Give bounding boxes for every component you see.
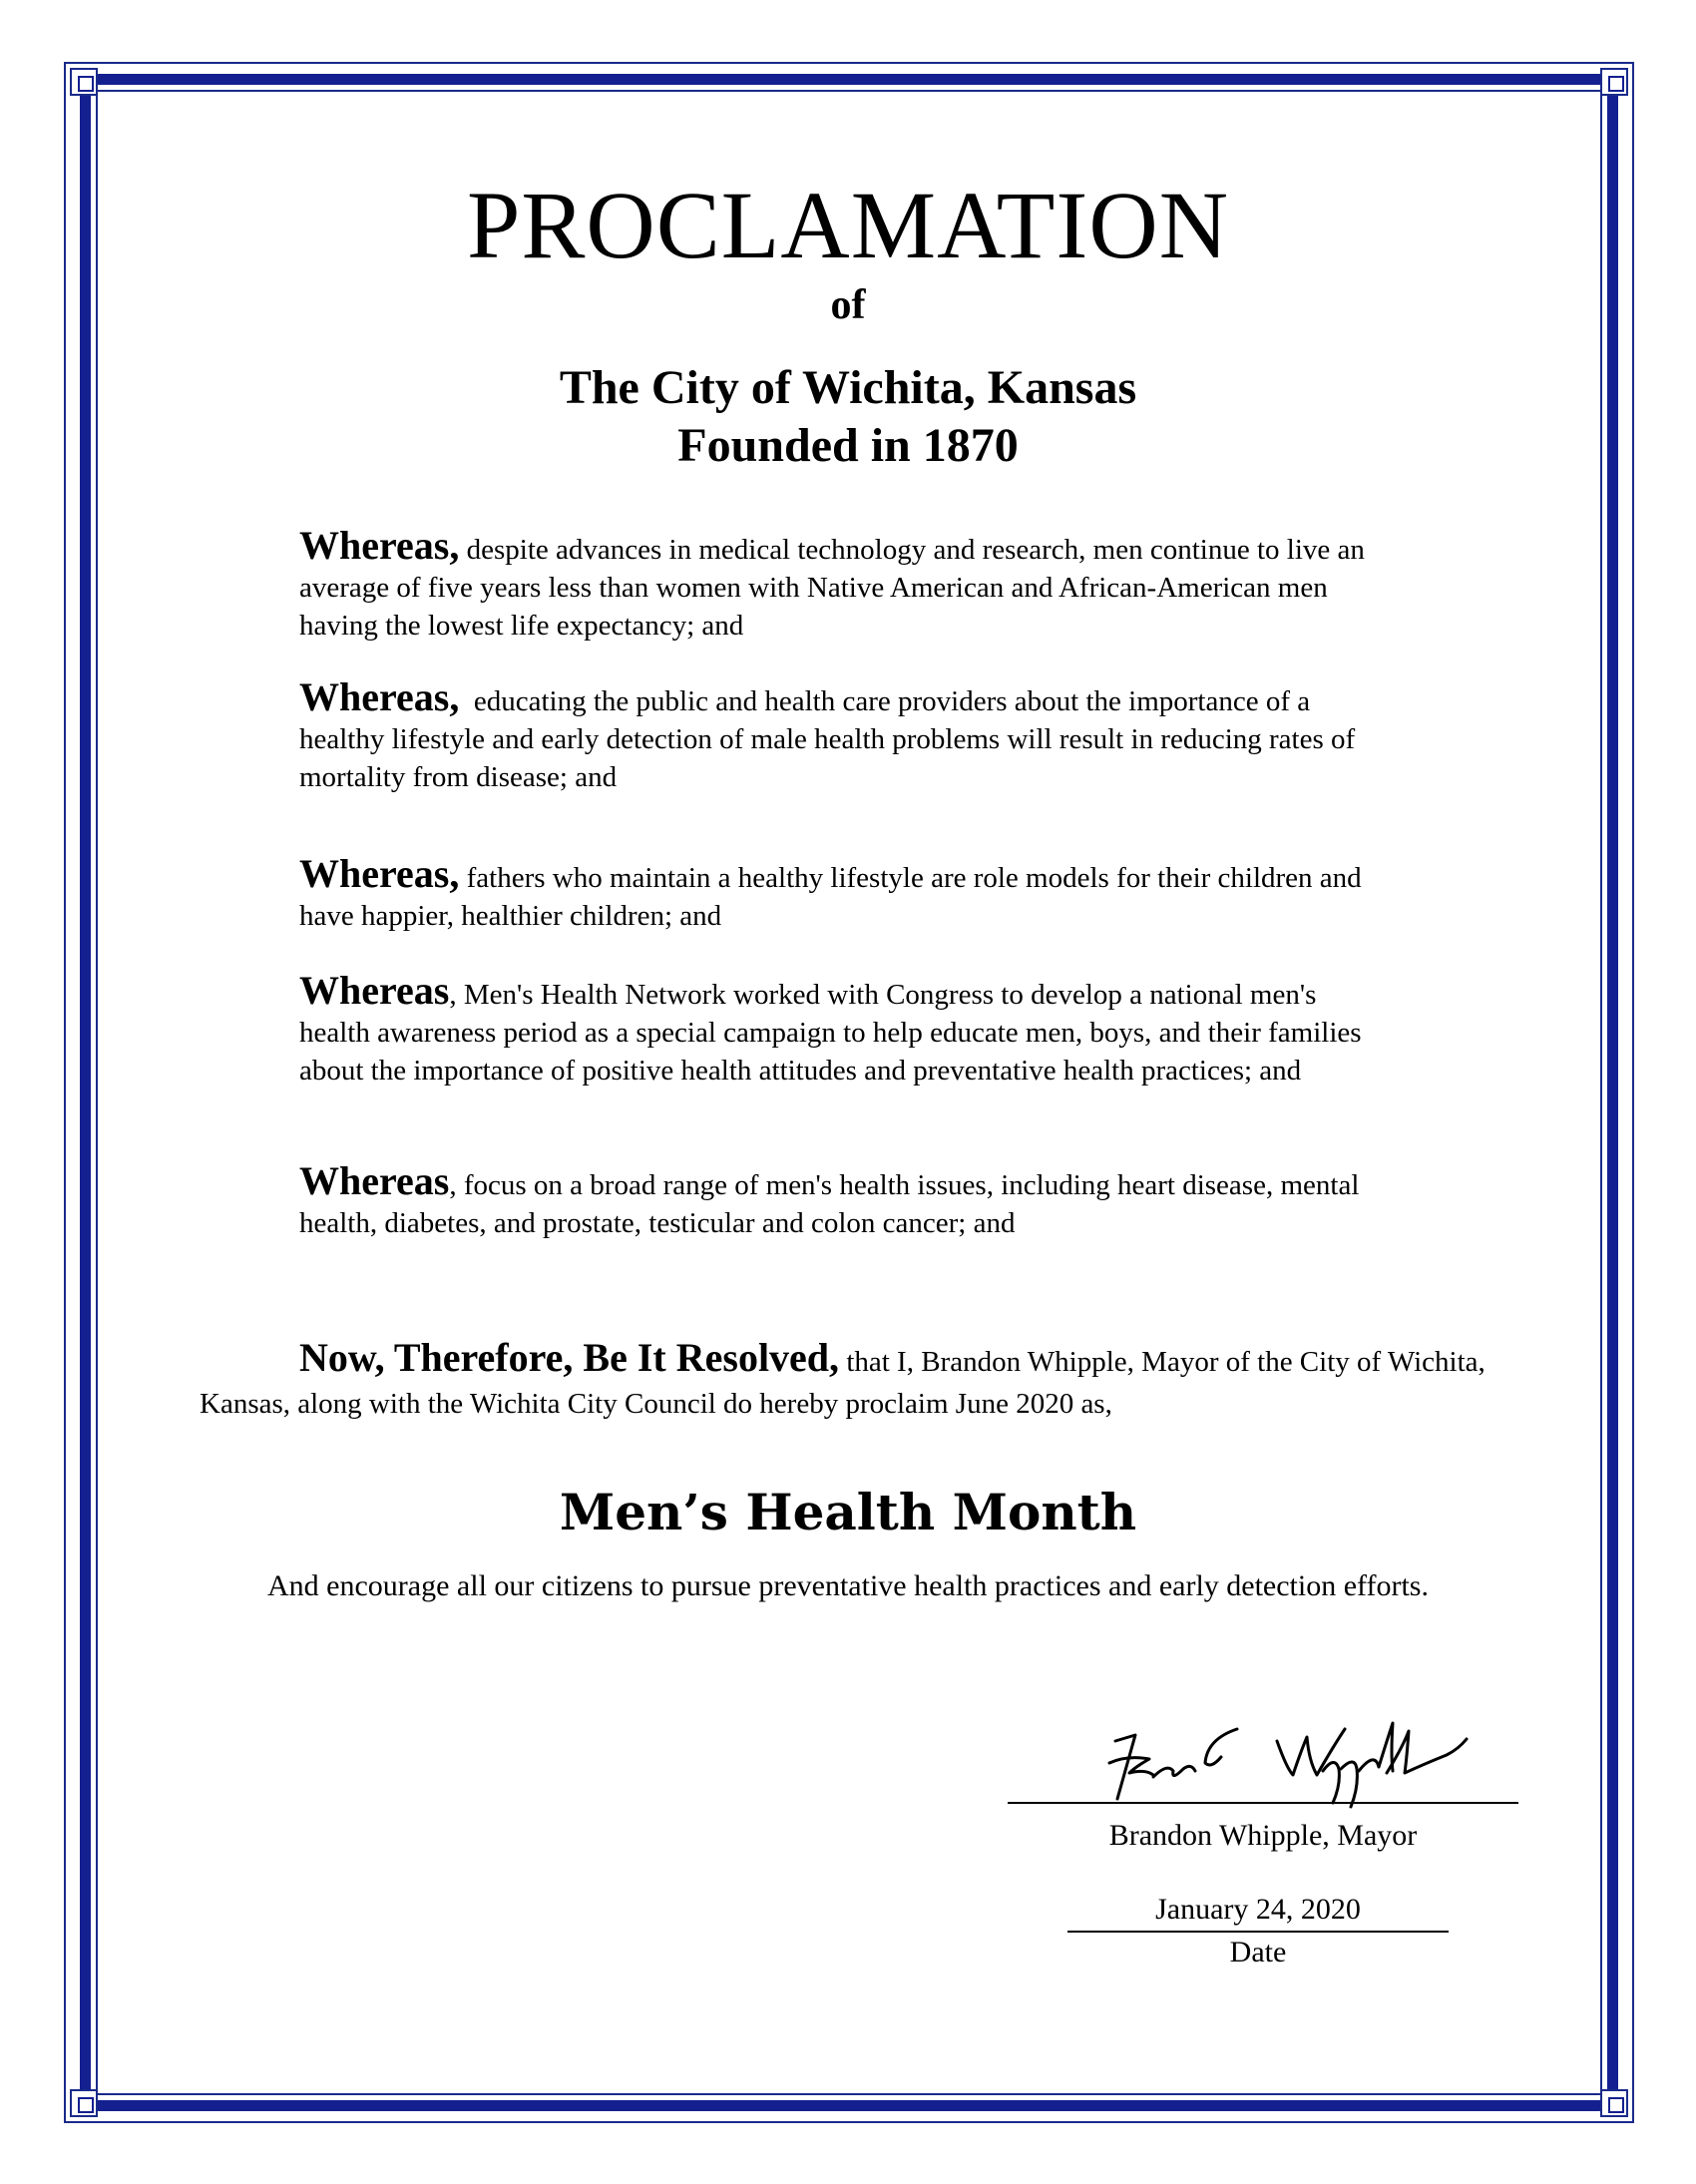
whereas-clause xyxy=(299,674,1377,796)
proclamation-title: PROCLAMATION xyxy=(466,172,1230,278)
signature-line xyxy=(1008,1802,1518,1804)
whereas-text: despite advances in medical technology and research, men continue to live an average of five years less than women with Native American and African-American men having the lowest life expectancy; and xyxy=(299,534,1365,642)
whereas-clause xyxy=(299,851,1377,935)
resolution-paragraph xyxy=(200,1337,1506,1425)
whereas-text: fathers who maintain a healthy lifestyle are role models for their children and have happier, healthier children; and xyxy=(299,862,1362,932)
date-line xyxy=(1067,1931,1449,1933)
resolution-lead: Now, Therefore, Be It Resolved, xyxy=(299,1335,840,1380)
whereas-lead: Whereas, xyxy=(299,523,460,568)
whereas-text: educating the public and health care providers about the importance of a healthy lifestyle and early detection of male health problems will result in reducing rates of mortality from disease; and xyxy=(299,685,1363,793)
corner-ornament-bottom-left xyxy=(70,2089,98,2117)
whereas-clause xyxy=(299,1158,1377,1242)
date-label: Date xyxy=(1229,1936,1287,1968)
whereas-lead: Whereas xyxy=(299,1158,450,1203)
proclaimed-month-title: Men’s Health Month xyxy=(559,1483,1137,1541)
resolution-text: that I, Brandon Whipple, Mayor of the City of Wichita, Kansas, along with the Wichita City Council do hereby proclaim June 2020 as, xyxy=(200,1346,1485,1420)
city-heading xyxy=(0,359,1696,475)
whereas-clause xyxy=(299,968,1377,1090)
whereas-lead: Whereas, xyxy=(299,851,460,896)
whereas-lead: Whereas xyxy=(299,968,450,1013)
whereas-text: , Men's Health Network worked with Congress to develop a national men's health awareness period as a special campaign to help educate men, boys, and their families about the importance of positive health attitudes and preventative health practices; and xyxy=(299,979,1362,1087)
signer-name: Brandon Whipple, Mayor xyxy=(1108,1819,1418,1852)
corner-ornament-top-left xyxy=(70,68,98,96)
mayor-signature-image xyxy=(1087,1711,1486,1811)
founded-line: Founded in 1870 xyxy=(677,419,1019,472)
whereas-text: , focus on a broad range of men's health issues, including heart disease, mental health, diabetes, and prostate, testicular and colon cancer; and xyxy=(299,1169,1360,1239)
whereas-clause xyxy=(299,523,1377,645)
corner-ornament-bottom-right xyxy=(1600,2089,1628,2117)
whereas-lead: Whereas, xyxy=(299,674,460,719)
title-of: of xyxy=(830,282,866,328)
corner-ornament-top-right xyxy=(1600,68,1628,96)
signature-date: January 24, 2020 xyxy=(1155,1893,1361,1926)
city-name: The City of Wichita, Kansas xyxy=(559,361,1137,414)
encourage-statement: And encourage all our citizens to pursue preventative health practices and early detection efforts. xyxy=(267,1569,1429,1602)
